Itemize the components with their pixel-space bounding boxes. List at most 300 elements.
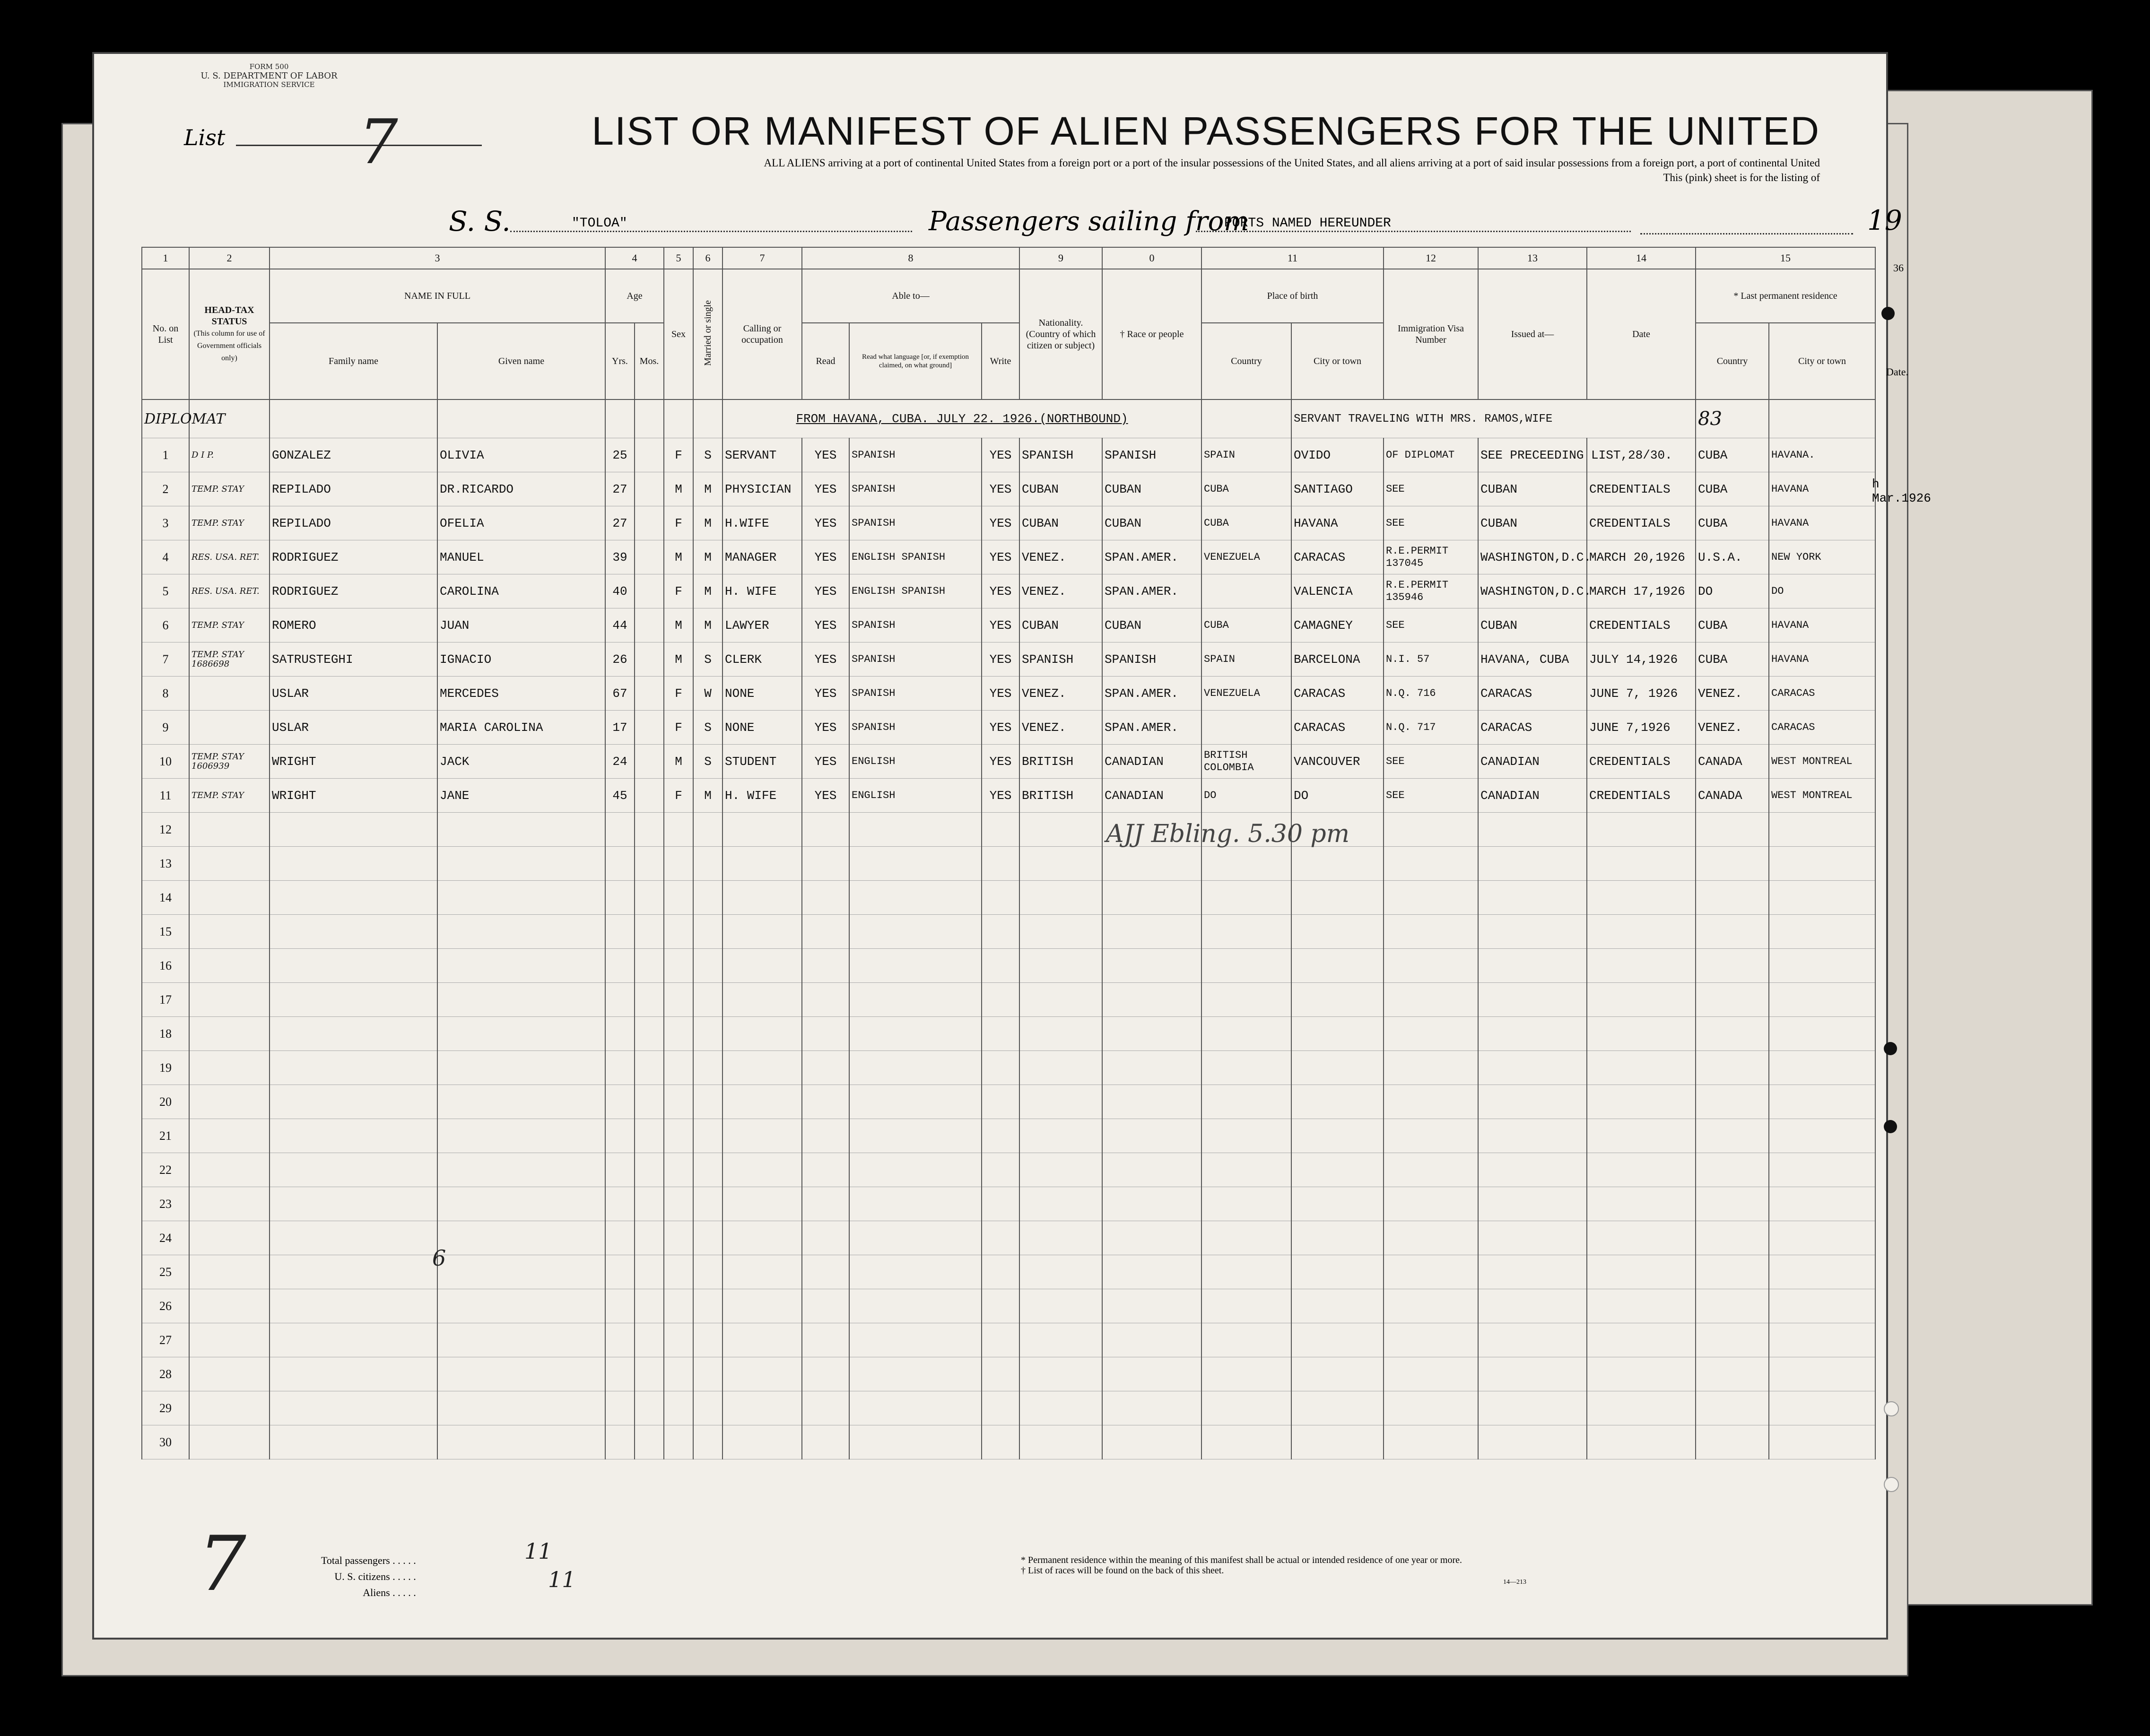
cell-empty (605, 881, 635, 915)
cell-empty (722, 847, 802, 881)
ports-field: PORTS NAMED HEREUNDER (1196, 216, 1631, 232)
footer-seven: 7 (198, 1519, 246, 1608)
col-visa: Immigration Visa Number (1384, 269, 1478, 399)
cell-empty (982, 1357, 1019, 1391)
cell-ms: M (693, 540, 722, 574)
cell-empty (270, 1357, 437, 1391)
cell-empty (1769, 1221, 1875, 1255)
cell-bcity: CARACAS (1291, 677, 1384, 711)
cell-empty (693, 1289, 722, 1323)
cell-empty (605, 1289, 635, 1323)
cell-empty (1587, 881, 1696, 915)
cell-empty (1291, 1153, 1384, 1187)
cell-empty (1769, 1425, 1875, 1459)
cell-race: SPAN.AMER. (1102, 677, 1201, 711)
table-row (142, 574, 1875, 608)
col-birth-city: City or town (1291, 323, 1384, 399)
cell-empty (849, 1017, 982, 1051)
cell-date: CREDENTIALS (1587, 608, 1696, 642)
cell-empty (605, 1085, 635, 1119)
table-row (142, 1255, 1875, 1289)
cell-empty (982, 1323, 1019, 1357)
cell-empty (1478, 1323, 1587, 1357)
col-age: Age (605, 269, 664, 323)
cell-occ: SERVANT (722, 438, 802, 472)
binder-hole (1884, 1042, 1897, 1055)
cell-sex: M (664, 745, 693, 779)
col-mos: Mos. (635, 323, 664, 399)
cell-empty (189, 915, 270, 949)
cell-write: YES (982, 711, 1019, 745)
cell-empty (605, 1051, 635, 1085)
cell-empty (722, 1357, 802, 1391)
cell-empty (270, 1051, 437, 1085)
cell-read: YES (802, 745, 849, 779)
cell-bcity: CARACAS (1291, 540, 1384, 574)
cell-sex: F (664, 779, 693, 813)
cell-rcity: HAVANA (1769, 472, 1875, 506)
table-row (142, 1323, 1875, 1357)
cell-empty (693, 983, 722, 1017)
cell-bcity: OVIDO (1291, 438, 1384, 472)
cell-empty (605, 1357, 635, 1391)
col-no-on-list: No. on List (142, 269, 189, 399)
cell-write: YES (982, 540, 1019, 574)
cell-empty (1291, 1357, 1384, 1391)
cell-tax: TEMP. STAY (189, 779, 270, 813)
cell-race: CUBAN (1102, 472, 1201, 506)
cell-read: YES (802, 677, 849, 711)
cell-empty (982, 1391, 1019, 1425)
cell-empty (802, 1323, 849, 1357)
cell-empty (437, 915, 605, 949)
col-write: Write (982, 323, 1019, 399)
cell-occ: NONE (722, 677, 802, 711)
cell-empty (437, 1051, 605, 1085)
cell-empty (1102, 949, 1201, 983)
cell-empty (189, 1357, 270, 1391)
cell-rcountry: VENEZ. (1696, 711, 1769, 745)
col-calling: Calling or occupation (722, 269, 802, 399)
cell-bcountry (1201, 574, 1291, 608)
cell-empty (1587, 1153, 1696, 1187)
cell-empty (722, 1187, 802, 1221)
table-row (142, 711, 1875, 745)
cell-family: RODRIGUEZ (270, 574, 437, 608)
cell-empty (1291, 1017, 1384, 1051)
cell-given: OFELIA (437, 506, 605, 540)
cell-yrs: 24 (605, 745, 635, 779)
col-given-name: Given name (437, 323, 605, 399)
cell-issued: HAVANA, CUBA (1478, 642, 1587, 677)
cell-no: 25 (142, 1255, 189, 1289)
cell-occ: H.WIFE (722, 506, 802, 540)
table-row (142, 608, 1875, 642)
cell-visa: R.E.PERMIT 137045 (1384, 540, 1478, 574)
table-row (142, 540, 1875, 574)
cell-empty (802, 1051, 849, 1085)
cell-empty (437, 1323, 605, 1357)
cell-ms: M (693, 608, 722, 642)
cell-empty (693, 1051, 722, 1085)
cell-empty (1201, 1187, 1291, 1221)
form-code: 14—213 (1503, 1579, 1526, 1586)
cell-yrs: 45 (605, 779, 635, 813)
binder-hole (1884, 1120, 1897, 1133)
cell-empty (1769, 949, 1875, 983)
date-line (1640, 216, 1853, 234)
cell-empty (437, 1357, 605, 1391)
cell-empty (1201, 1017, 1291, 1051)
cell-write: YES (982, 677, 1019, 711)
cell-bcity: DO (1291, 779, 1384, 813)
cell-empty (664, 1017, 693, 1051)
cell-empty (1102, 1357, 1201, 1391)
cell-empty (1384, 1221, 1478, 1255)
col-issued-at: Issued at— (1478, 269, 1587, 399)
cell-empty (1696, 1051, 1769, 1085)
cell-empty (189, 949, 270, 983)
cell-empty (664, 1187, 693, 1221)
cell-family: USLAR (270, 677, 437, 711)
cell-empty (1019, 1425, 1102, 1459)
cell-empty (437, 1085, 605, 1119)
cell-empty (605, 1017, 635, 1051)
cell-empty (189, 1255, 270, 1289)
cell-rcity: CARACAS (1769, 677, 1875, 711)
cell-empty (1587, 1187, 1696, 1221)
cell-date: JUNE 7,1926 (1587, 711, 1696, 745)
table-row (142, 881, 1875, 915)
cell-nat: SPANISH (1019, 438, 1102, 472)
cell-empty (1384, 881, 1478, 915)
cell-sex: F (664, 711, 693, 745)
cell-empty (849, 847, 982, 881)
cell-empty (722, 949, 802, 983)
col-birth-country: Country (1201, 323, 1291, 399)
cell-empty (1587, 915, 1696, 949)
cell-no: 5 (142, 574, 189, 608)
table-row (142, 847, 1875, 881)
cell-empty (635, 1187, 664, 1221)
cell-ms: W (693, 677, 722, 711)
cell-occ: H. WIFE (722, 574, 802, 608)
cell-no: 11 (142, 779, 189, 813)
cell-read: YES (802, 574, 849, 608)
cell-empty (1696, 1017, 1769, 1051)
cell-rcountry: CUBA (1696, 608, 1769, 642)
cell-empty (693, 1391, 722, 1425)
cell-sex: M (664, 540, 693, 574)
cell-no: 22 (142, 1153, 189, 1187)
col-race: † Race or people (1102, 269, 1201, 399)
cell-empty (1587, 949, 1696, 983)
cell-empty (1478, 1425, 1587, 1459)
cell-empty (189, 881, 270, 915)
cell-given: OLIVIA (437, 438, 605, 472)
cell-empty (1769, 1255, 1875, 1289)
cell-empty (664, 1153, 693, 1187)
cell-bcountry (1201, 711, 1291, 745)
extra-date-value: h Mar.1926 (1872, 477, 1931, 505)
table-row (142, 1425, 1875, 1459)
cell-empty (1201, 847, 1291, 881)
cell-empty (437, 1187, 605, 1221)
cell-no: 9 (142, 711, 189, 745)
cell-no: 30 (142, 1425, 189, 1459)
cell-ms: M (693, 779, 722, 813)
route-remark-right: 83 (1696, 399, 1769, 438)
cell-empty (1102, 1289, 1201, 1323)
cell-nat: CUBAN (1019, 608, 1102, 642)
cell-empty (664, 847, 693, 881)
cell-empty (437, 1221, 605, 1255)
cell-mos (635, 711, 664, 745)
cell-empty (605, 1187, 635, 1221)
cell-empty (1587, 1085, 1696, 1119)
cell-ms: S (693, 711, 722, 745)
cell-empty (635, 1153, 664, 1187)
cell-empty (1019, 1017, 1102, 1051)
cell-lang: SPANISH (849, 677, 982, 711)
cell-empty (849, 1289, 982, 1323)
cell-tax: TEMP. STAY (189, 608, 270, 642)
cell-empty (1291, 1255, 1384, 1289)
cell-empty (1019, 1153, 1102, 1187)
cell-empty (1291, 1187, 1384, 1221)
cell-no: 28 (142, 1357, 189, 1391)
cell-no: 24 (142, 1221, 189, 1255)
cell-empty (1291, 881, 1384, 915)
cell-empty (802, 847, 849, 881)
cell-empty (982, 949, 1019, 983)
cell-bcity: HAVANA (1291, 506, 1384, 540)
cell-empty (802, 983, 849, 1017)
cell-empty (1384, 1187, 1478, 1221)
cell-empty (1384, 915, 1478, 949)
cell-empty (1587, 1221, 1696, 1255)
cell-issued: WASHINGTON,D.C. (1478, 574, 1587, 608)
table-row (142, 813, 1875, 847)
cell-empty (802, 1255, 849, 1289)
cell-empty (437, 1391, 605, 1425)
cell-date: MARCH 17,1926 (1587, 574, 1696, 608)
cell-given: MERCEDES (437, 677, 605, 711)
cell-lang: ENGLISH SPANISH (849, 574, 982, 608)
cell-empty (1291, 1323, 1384, 1357)
cell-empty (1478, 983, 1587, 1017)
cell-no: 18 (142, 1017, 189, 1051)
cell-empty (1019, 1323, 1102, 1357)
cell-lang: SPANISH (849, 642, 982, 677)
cell-occ: MANAGER (722, 540, 802, 574)
footer-totals (321, 1553, 416, 1601)
footer-notes: * Permanent residence within the meaning of this manifest shall be actual or intended residence of one year or more. † List of races will be found on the back of this sheet. (1021, 1555, 1462, 1576)
cell-mos (635, 642, 664, 677)
col-name-in-full: NAME IN FULL (270, 269, 605, 323)
cell-empty (1696, 1289, 1769, 1323)
table-row (142, 1357, 1875, 1391)
cell-empty (635, 881, 664, 915)
cell-empty (437, 1289, 605, 1323)
cell-empty (1201, 949, 1291, 983)
cell-empty (605, 813, 635, 847)
cell-empty (1019, 1255, 1102, 1289)
cell-issued: CANADIAN (1478, 745, 1587, 779)
cell-empty (1201, 1119, 1291, 1153)
cell-read: YES (802, 779, 849, 813)
cell-empty (1201, 1153, 1291, 1187)
cell-empty (437, 1119, 605, 1153)
cell-empty (664, 1425, 693, 1459)
ss-label: S. S. (449, 205, 511, 237)
cell-empty (1201, 1289, 1291, 1323)
route-remark: SERVANT TRAVELING WITH MRS. RAMOS,WIFE (1291, 399, 1696, 438)
total-value: 11 (524, 1538, 552, 1564)
cell-no: 3 (142, 506, 189, 540)
cell-sex: F (664, 574, 693, 608)
cell-empty (664, 915, 693, 949)
cell-empty (270, 847, 437, 881)
cell-empty (802, 813, 849, 847)
table-row (142, 1085, 1875, 1119)
cell-race: SPANISH (1102, 642, 1201, 677)
col-date: Date (1587, 269, 1696, 399)
cell-empty (722, 1255, 802, 1289)
cell-rcity: WEST MONTREAL (1769, 745, 1875, 779)
cell-rcountry: CANADA (1696, 779, 1769, 813)
column-36-label: 36 (1893, 262, 1904, 274)
cell-yrs: 27 (605, 506, 635, 540)
cell-empty (1102, 1425, 1201, 1459)
cell-empty (1696, 915, 1769, 949)
cell-bcountry: SPAIN (1201, 438, 1291, 472)
cell-write: YES (982, 745, 1019, 779)
cell-empty (189, 813, 270, 847)
col-last-residence: * Last permanent residence (1696, 269, 1875, 323)
cell-lang: ENGLISH (849, 745, 982, 779)
cell-tax: RES. USA. RET. (189, 540, 270, 574)
us-citizens-label: U. S. citizens . . . . . (334, 1571, 416, 1582)
cell-empty (664, 1391, 693, 1425)
cell-empty (270, 1221, 437, 1255)
cell-sex: F (664, 506, 693, 540)
cell-date: CREDENTIALS (1587, 472, 1696, 506)
cell-no: 14 (142, 881, 189, 915)
cell-rcountry: CUBA (1696, 642, 1769, 677)
cell-issued: CARACAS (1478, 711, 1587, 745)
cell-empty (1478, 949, 1587, 983)
table-row (142, 779, 1875, 813)
table-row (142, 1153, 1875, 1187)
cell-bcountry: VENEZUELA (1201, 677, 1291, 711)
cell-empty (693, 1085, 722, 1119)
cell-given: DR.RICARDO (437, 472, 605, 506)
cell-empty (635, 1255, 664, 1289)
cell-no: 7 (142, 642, 189, 677)
cell-rcountry: CUBA (1696, 472, 1769, 506)
cell-empty (722, 1425, 802, 1459)
cell-empty (802, 949, 849, 983)
aliens-value: 11 (548, 1567, 576, 1592)
cell-empty (982, 1221, 1019, 1255)
table-row (142, 1391, 1875, 1425)
cell-given: CAROLINA (437, 574, 605, 608)
cell-tax: TEMP. STAY (189, 506, 270, 540)
cell-empty (605, 847, 635, 881)
cell-visa: SEE (1384, 608, 1478, 642)
cell-empty (270, 949, 437, 983)
cell-empty (1696, 1391, 1769, 1425)
cell-empty (270, 1255, 437, 1289)
cell-empty (1291, 1085, 1384, 1119)
route-note: FROM HAVANA, CUBA. JULY 22. 1926.(NORTHBOUND) (722, 399, 1201, 438)
cell-empty (1384, 813, 1478, 847)
cell-empty (693, 1017, 722, 1051)
cell-empty (1696, 1255, 1769, 1289)
cell-issued: CUBAN (1478, 608, 1587, 642)
cell-empty (982, 1051, 1019, 1085)
cell-empty (982, 881, 1019, 915)
cell-empty (1478, 1289, 1587, 1323)
cell-empty (722, 1391, 802, 1425)
cell-empty (605, 1391, 635, 1425)
binder-hole (1881, 307, 1895, 320)
cell-no: 8 (142, 677, 189, 711)
cell-empty (849, 1391, 982, 1425)
table-row (142, 1017, 1875, 1051)
inspector-signature: AJJ Ebling. 5.30 pm (1106, 820, 1350, 848)
cell-visa: SEE (1384, 506, 1478, 540)
cell-empty (1587, 1051, 1696, 1085)
cell-no: 23 (142, 1187, 189, 1221)
cell-read: YES (802, 711, 849, 745)
binder-hole (1884, 1401, 1899, 1416)
col-place-of-birth: Place of birth (1201, 269, 1384, 323)
cell-empty (693, 881, 722, 915)
cell-empty (270, 881, 437, 915)
cell-rcountry: VENEZ. (1696, 677, 1769, 711)
cell-empty (664, 813, 693, 847)
cell-empty (664, 1357, 693, 1391)
cell-empty (982, 813, 1019, 847)
cell-ms: S (693, 642, 722, 677)
cell-mos (635, 608, 664, 642)
cell-write: YES (982, 438, 1019, 472)
cell-sex: F (664, 677, 693, 711)
cell-nat: CUBAN (1019, 506, 1102, 540)
cell-empty (1102, 983, 1201, 1017)
cell-empty (1291, 915, 1384, 949)
cell-read: YES (802, 608, 849, 642)
cell-date: CREDENTIALS (1587, 506, 1696, 540)
col-married: Married or single (693, 269, 722, 399)
cell-empty (270, 983, 437, 1017)
cell-lang: SPANISH (849, 438, 982, 472)
cell-empty (1102, 1119, 1201, 1153)
cell-empty (1696, 983, 1769, 1017)
cell-yrs: 44 (605, 608, 635, 642)
cell-empty (982, 1119, 1019, 1153)
cell-mos (635, 574, 664, 608)
cell-empty (437, 1255, 605, 1289)
cell-empty (1587, 1289, 1696, 1323)
cell-empty (189, 1221, 270, 1255)
cell-empty (1102, 1221, 1201, 1255)
cell-no: 4 (142, 540, 189, 574)
cell-empty (849, 1357, 982, 1391)
cell-empty (693, 1255, 722, 1289)
